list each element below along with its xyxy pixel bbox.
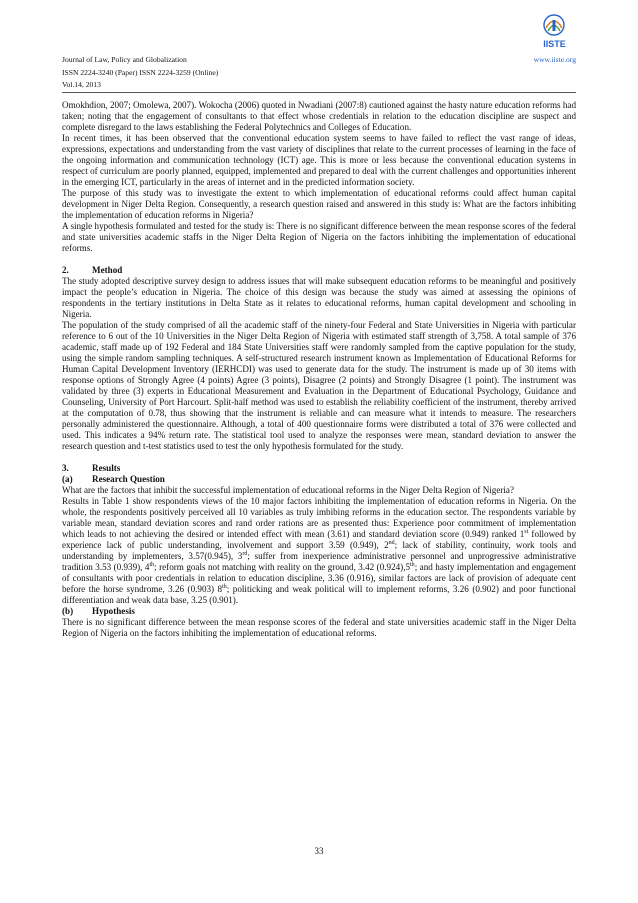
section-heading-method [62,265,576,276]
page-number: 33 [314,846,324,856]
paragraph: A single hypothesis formulated and tested for the study is: There is no significant difference between the mean response scores of the federal and state universities academic staffs in the Niger Delta Region of Nigeria on the factors inhibiting the implementation of educational reforms. [62,221,576,253]
journal-volume: Vol.14, 2013 [62,80,101,89]
section-title: Results [92,463,121,473]
paragraph-results: Results in Table 1 show respondents views of the 10 major factors inhibiting the implementation of education reforms in Nigeria. On the whole, the respondents positively perceived all 10 variables as truly imbibing reforms in the education sector. The respondents variable by variable mean, standard deviation scores and rand order rations are as presented thus: Experience poor commitment of implementation which leads to not achieving the desired or intended effect with mean (3.61) and standard deviation score (0.949) ranked 1st followed by experience lack of public understanding, involvement and support 3.59 (0.949), 2nd; lack of stability, continuity, work tools and understanding by implementers, 3.57(0.945), 3rd; suffer from inexperience administrative personnel and unprogressive administrative tradition 3.53 (0.939), 4th; reform goals not matching with reality on the ground, 3.42 (0.924),5th; and hasty implementation and engagement of consultants with poor credentials in relation to education discipline, 3.36 (0.916), similar factors are lack of provision of adequate cent before the horse syndrome, 3.26 (0.903) 8th; politicking and weak political will to implement reforms, 3.26 (0.902) and poor functional differentiation and weak data base, 3.25 (0.901). [62,496,576,605]
subsection-number: (a) [62,474,73,484]
section-number: 3. [62,463,69,473]
header-rule [62,92,576,93]
subsection-number: (b) [62,606,74,616]
iiste-logo [533,12,576,54]
section-number: 2. [62,265,69,275]
subsection-title: Hypothesis [92,606,135,616]
paragraph: Omokhdion, 2007; Omolewa, 2007). Wokocha (2006) quoted in Nwadiani (2007:8) cautioned against the hasty nature education reforms had taken; noting that the engagement of consultants to that effect whose credentials in relation to the education discipline are suspect and complete disregard to the laws establishing the Federal Polytechnics and Colleges of Education. [62,100,576,132]
subsection-heading-hypothesis [62,606,576,617]
paragraph: The population of the study comprised of all the academic staff of the ninety-four Federal and State Universities in Nigeria with particular reference to 6 out of the 10 Universities in the Niger Delta Region of Nigeria with estimated staff strength of 3,758. A total sample of 376 academic, staff made up of 192 Federal and 184 State Universities staff were randomly sampled from the captive population for the study, using the simple random sampling techniques. A self-structured research instrument known as Implementation of Educational Reforms for Human Capital Development Inventory (IERHCDI) was used to generate data for the study. The instrument is made up of 30 items with response options of Strongly Agree (4 points) Agree (3 points), Disagree (2 points) and Strongly Disagree (1 point). The instrument was validated by three (3) experts in Educational Measurement and Evaluation in the Department of Educational Psychology, Guidance and Counseling, University of Port Harcourt. Split-half method was used to establish the reliability coefficient of the instrument, thereby arrived at the computation of 0.78, thus showing that the instrument is reliable and can measure what it intends to measure. The researchers personally administered the questionnaire. Although, a total of 400 questionnaire forms were distributed a total of 376 were collected and used. This indicates a 94% return rate. The statistical tool used to analyze the responses were mean, standard deviation to answer the research question and t-test statistics used to test the only hypothesis formulated for the study. [62,320,576,451]
paragraph: The study adopted descriptive survey design to address issues that will make subsequent education reforms to be meaningful and positively impact the people’s education in Nigeria. The choice of this design was because the study was aimed at assessing the opinions of respondents in the tertiary institutions in Delta State as it relates to educational reforms, human capital development and schooling in Nigeria. [62,276,576,319]
paragraph: What are the factors that inhibit the successful implementation of educational reforms in the Niger Delta Region of Nigeria? [62,485,515,495]
logo-text: IISTE [543,39,566,49]
journal-issn: ISSN 2224-3240 (Paper) ISSN 2224-3259 (Online) [62,67,219,77]
journal-title: Journal of Law, Policy and Globalization [62,55,187,64]
paragraph: The purpose of this study was to investigate the extent to which implementation of educational reforms could affect human capital development in Niger Delta Region. Consequently, a research question raised and answered in this study is: What are the factors inhibiting the implementation of education reforms in Nigeria? [62,188,576,220]
paragraph: There is no significant difference between the mean response scores of the federal and state universities academic staff in the Niger Delta Region of Nigeria on the factors inhibiting the implementation of educational reforms. [62,617,576,638]
journal-header [62,54,576,92]
section-title: Method [92,265,123,275]
subsection-title: Research Question [92,474,165,484]
subsection-heading-research-question [62,474,576,485]
paragraph: In recent times, it has been observed that the conventional education system seems to have failed to reflect the vast range of ideas, expressions, expectations and understanding from the vast variety of disciplines that relate to the current processes of learning in the face of the ongoing information and communication technology (ICT) age. This is more or less because the conventional education systems in respect of curriculum are poorly planned, equipped, implemented and prepared to deal with the current challenges and opportunities inherent in the emerging ICT, particularly in the areas of internet and in the predicted information society. [62,133,576,187]
section-heading-results [62,463,576,474]
page-body [62,100,576,639]
journal-url[interactable]: www.iiste.org [533,55,576,64]
